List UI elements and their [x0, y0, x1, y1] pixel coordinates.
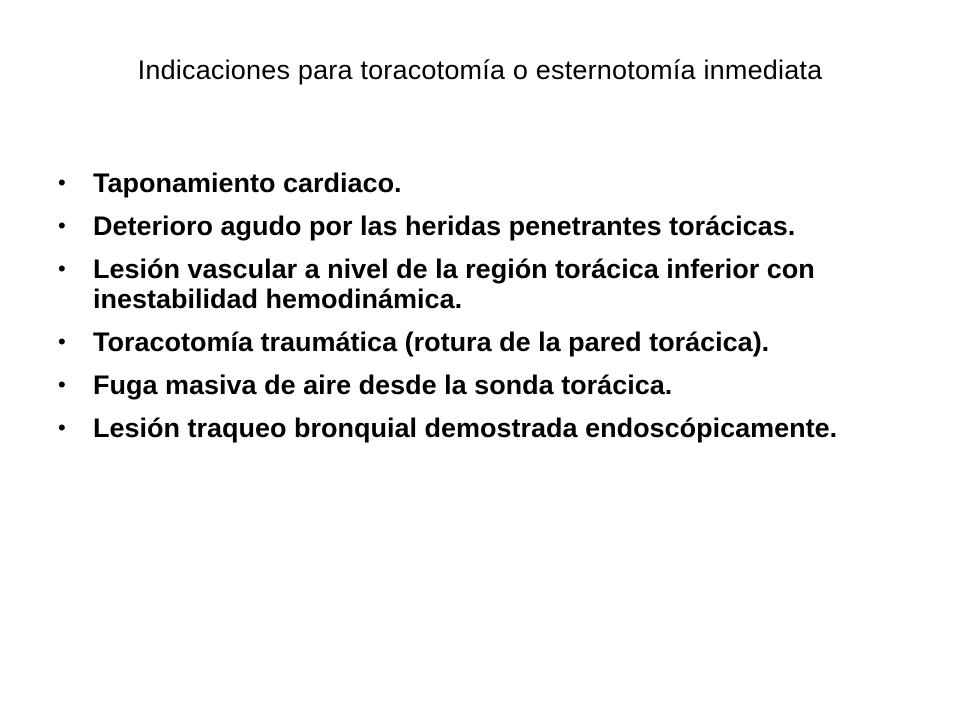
- bullet-text: Deterioro agudo por las heridas penetrantes torácicas.: [93, 211, 796, 241]
- bullet-icon: •: [58, 213, 66, 238]
- list-item: [56, 413, 906, 443]
- list-item: [56, 168, 906, 198]
- bullet-text: Lesión vascular a nivel de la región torácica inferior con inestabilidad hemodinámica.: [93, 254, 815, 314]
- bullet-icon: •: [58, 415, 66, 440]
- bullet-icon: •: [58, 329, 66, 354]
- slide-title: Indicaciones para toracotomía o esternotomía inmediata: [137, 55, 823, 85]
- list-item: [56, 211, 906, 241]
- bullet-icon: •: [58, 170, 66, 195]
- list-item: [56, 327, 906, 357]
- list-item: [56, 370, 906, 400]
- bullet-list: [56, 168, 906, 456]
- bullet-icon: •: [58, 256, 66, 281]
- bullet-text: Taponamiento cardiaco.: [93, 168, 402, 198]
- list-item: [56, 254, 906, 314]
- bullet-text: Lesión traqueo bronquial demostrada endoscópicamente.: [93, 413, 838, 443]
- bullet-text: Toracotomía traumática (rotura de la pared torácica).: [93, 327, 770, 357]
- bullet-text: Fuga masiva de aire desde la sonda torácica.: [93, 370, 673, 400]
- bullet-icon: •: [58, 372, 66, 397]
